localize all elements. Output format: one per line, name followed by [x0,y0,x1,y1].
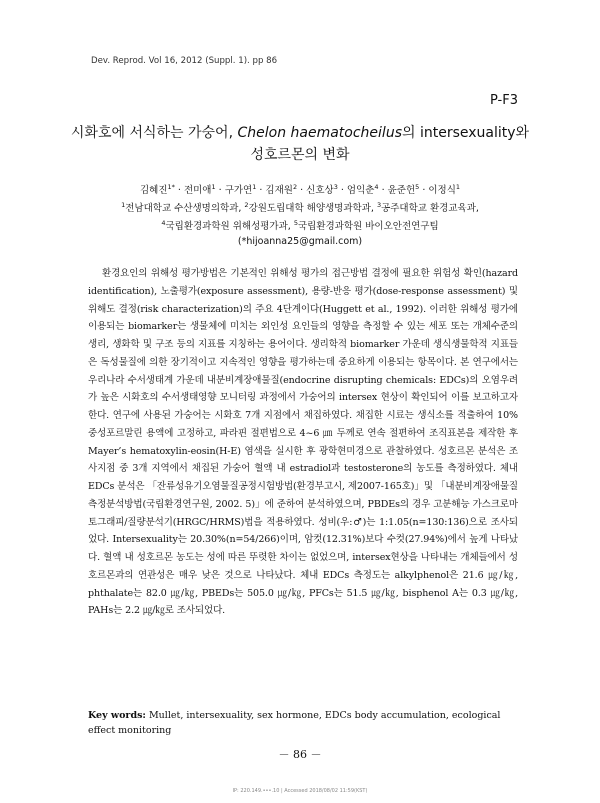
author-affil-mark: 1 [455,183,461,191]
author-separator: · [215,185,225,197]
author-affil-mark: 3 [333,183,338,191]
title-species: Chelon haematocheilus [237,125,402,141]
author: 김재원 [265,185,293,197]
affil-number: 2 [244,201,249,210]
author-separator: · [297,185,307,197]
author-affil-mark: 5 [415,183,420,191]
page-number: － 86 － [278,748,322,761]
affiliation-line [60,216,540,234]
author-separator: · [337,185,347,197]
author: 엄익춘 [346,185,375,197]
paper-code: P-F3 [490,93,518,108]
author: 이정식 [428,185,456,197]
affiliation: 공주대학교 환경교육과, [381,203,479,215]
author-affil-mark: 4 [374,183,379,191]
journal-header: Dev. Reprod. Vol 16, 2012 (Suppl. 1). pp 86 [91,56,278,66]
author-separator: · [378,185,388,197]
author-list [60,180,540,198]
affil-number: 3 [376,201,382,210]
affil-number: 4 [161,219,166,228]
abstract-text: 환경요인의 위해성 평가방법은 기본적인 위해성 평가의 접근방법 결정에 필요한 위험성 확인(hazard identification), 노출평가(exposure assessment), 용량-반응 평가(dose-response assessment) 및 위해도 결정(risk characterization)의 주요 4단계이다(Huggett et al., 1992). 이러한 위해성 평가에 이용되는 biomarker는 생물체에 미치는 외인성 요인들의 영향을 측정할 수 있는 세포 또는 개체수준의 생리, 생화학 및 구조 등의 지표를 지칭하는 용어이다. 생리학적 biomarker 가운데 생식생물학적 지표들은 독성물질에 의한 장기적이고 지속적인 영향을 평가하는데 중요하게 이용되는 항목이다. 본 연구에서는 우리나라 수서생태계 가운데 내분비계장애물질(endocrine disrupting chemicals: EDCs)의 오염우려가 높은 시화호의 수서생태영향 모니터링 과정에서 가숭어의 intersex 현상이 확인되어 이를 보고하고자 한다. 연구에 사용된 가숭어는 시화호 7개 지점에서 채집하였다. 채집한 시료는 생식소를 적출하여 10% 중성포르말린 용액에 고정하고, 파라핀 절편법으로 4~6 ㎛ 두께로 연속 절편하여 조직표본을 제작한 후 Mayer’s hematoxylin-eosin(H-E) 염색을 실시한 후 광학현미경으로 관찰하였다. 성호르몬 분석은 조사지점 중 3개 지역에서 채집된 가숭어 혈액 내 estradiol과 testosterone의 농도를 측정하였다. 체내 EDCs 분석은 「잔류성유기오염물질공정시험방법(환경부고시, 제2007-165호)」및 「내분비계장애물질 측정분석방법(국립환경연구원, 2002. 5)」에 준하여 분석하였으며, PBDEs의 경우 고분해능 가스크로마토그래피/질량분석기(HRGC/HRMS)법을 적용하였다. 성비(우:♂)는 1:1.05(n=130:136)으로 조사되었다. Intersexuality는 20.30%(n=54/266)이며, 암컷(12.31%)보다 수컷(27.94%)에서 높게 나타났다. 혈액 내 성호르몬 농도는 성에 따른 뚜렷한 차이는 없었으며, intersex현상을 나타내는 개체들에서 성 호르몬과의 연관성은 매우 낮은 것으로 나타났다. 체내 EDCs 측정도는 alkylphenol은 21.6 ㎍/㎏, phthalate는 82.0 ㎍/㎏, PBEDs는 505.0 ㎍/㎏, PFCs는 51.5 ㎍/㎏, bisphenol A는 0.3 ㎍/㎏, PAHs는 2.2 ㎍/㎏로 조사되었다. [88,268,518,617]
author-affil-mark: 2 [292,183,298,191]
title-line2: 성호르몬의 변화 [250,147,350,163]
author-affil-mark: 1 [211,183,216,191]
keywords-label: Key words: [88,710,146,721]
affiliation: 국립환경과학원 위해성평가과, [165,221,294,233]
keywords-text: Mullet, intersexuality, sex hormone, EDCs body accumulation, ecological effect monitoring [88,710,501,736]
affiliation: 강원도립대학 해양생명과학과, [248,203,377,215]
author: 구가연 [224,185,253,197]
affil-number: 1 [121,201,126,210]
affiliation: 국립환경과학원 바이오안전연구팀 [297,221,439,233]
author: 김혜진 [139,185,168,197]
affiliation-line [60,198,540,216]
affiliation: 전남대학교 수산생명의학과, [125,203,245,215]
author-separator: · [256,185,266,197]
affil-number: 5 [293,219,298,228]
download-footer: IP: 220.149.•••.10 | Accessed 2018/08/02 11:59(KST) [232,788,368,794]
paper-title [60,122,540,166]
author: 윤준헌 [387,185,416,197]
corresponding-email: (*hijoanna25@gmail.com) [237,236,363,248]
author-separator: · [174,185,184,197]
author: 전미애 [183,185,212,197]
title-part1: 시화호에 서식하는 가숭어, [70,125,238,141]
title-part2: 의 intersexuality와 [402,125,530,141]
author: 신호상 [306,185,334,197]
author-affil-mark: 1* [167,183,175,191]
author-separator: · [419,185,429,197]
author-affil-mark: 1 [252,183,257,191]
author-block [60,180,540,249]
keywords [88,708,518,738]
